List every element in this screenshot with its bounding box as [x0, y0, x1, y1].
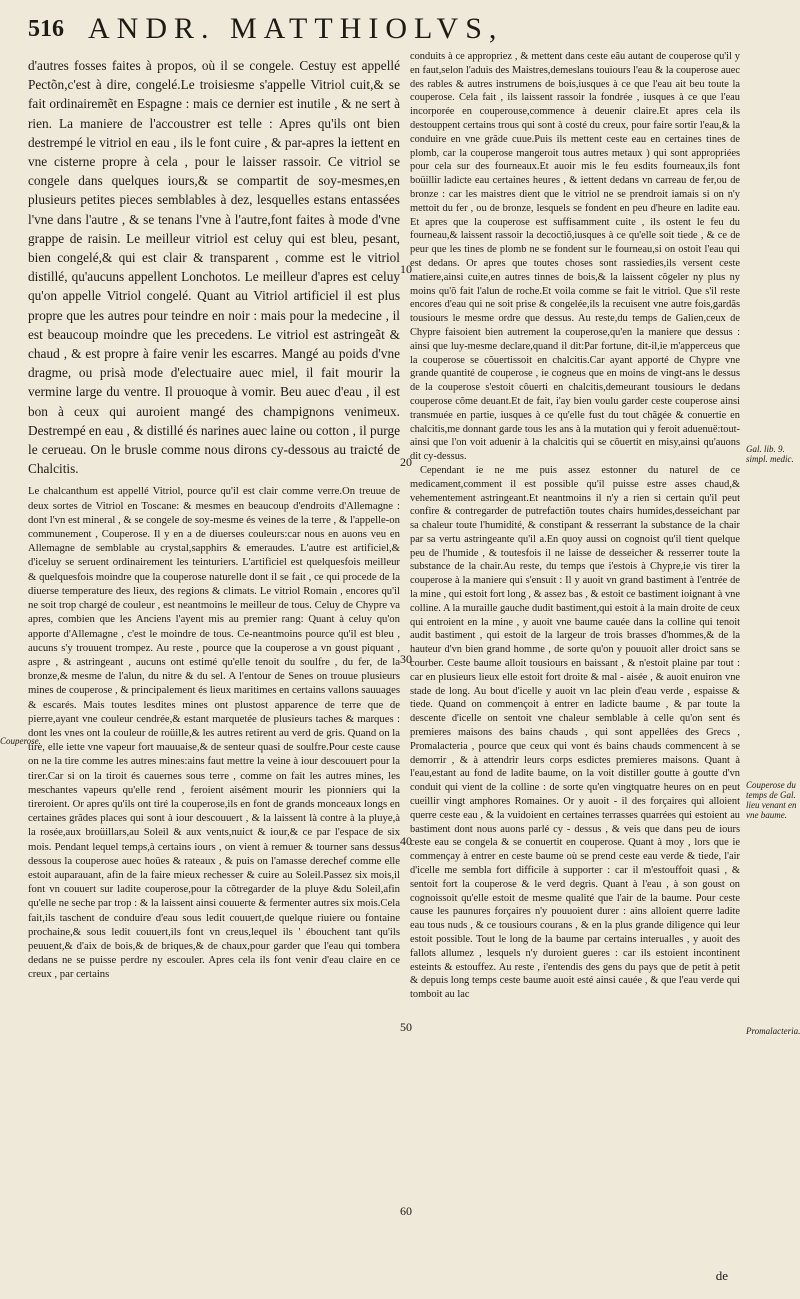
right-paragraph-1: conduits à ce appropriez , & mettent dans ceste eãu autant de couperose qu'il y en faut,selon l'aduis des Maistres,demeslans touiours l'eau & la couperose auec des rables & autres instrumens de bois,iusques à ce que l'eau ait beu toute la couperose. Cela fait , ils laissent rassoir la fondrée , iusques à ce que l'eau incorporée en couperouse,commence à deuenir claire.Et apres cela ils destouppent certains trous qui sont à costé du creux, pour faire sortir l'eau,& la conduire en vne grãde cuue.Puis ils mettent ceste eau en certaines tines de plomb, car la couperose mangeroit tous autres metaux ) qui sont appropriées pour cela sur des fourneaux.Et auoir mis le feu esdits fourneaux,ils font boüillir ladicte eau certaines heures , & iettent dedans vn carreau de fer,ou de bronze : car les maistres dient que le vitriol ne se prendroit iamais si on n'y mettoit du fer , ou de bronze, lesquels se fondent en peu d'heure en ladite eau. Et apres que la couperose est suffisamment cuite , ils ostent le feu du fourneau,& laissent rassoir la decoctiõ,iusques à ce qu'elle soit tiede , & ce de peur que les tines de plomb ne se fondent sur le fourneau,si on ostoit l'eau qui est dedans. Or apres que toutes choses sont rassiedies,ils versent ceste matiere,ainsi cuite,en autres tinnes de bois,& la laissent cõgeler ny plus ny moins qu'õ fait l'alun de roche.Et voila comme se fait le vitriol. Que s'il reste encores d'eau qui ne soit prise & congelée,ils la recuisent vne autre fois,gardãs tousiours le mesme ordre que dessus. Au reste,du temps de Galien,ceux de Chypre faisoient bien autrement la couperose,qu'en la maniere que dessus : ainsi que luy-mesme declare,quand il dit:Par fortune, dit-il,ie m'apperceus que la couperose se cõuertissoit en chalcitis.Car ayant apporté de Chypre vne grande quantité de couperose , ie cogneus que en moins de vingt-ans le dessus de la couperose s'estoit côuerti en chalcitis,demeurant tousiours le dedans couperose cõme deuant.Et de fait, i'ay bien voulu garder ceste couperose ainsi transmuée en partie, iusques à ce qu'elle fust du tout chãgée & conuertie en chalcitis,me donnant garde tous les ans à la mutation qui y feroit aduenuë:tout-ainsi que l'on voit aduenir à la chalcitis qui se cõuertit en misy,ainsi qu'auons dit cy-dessus.	[410, 51, 740, 463]
line-number-60: 60	[400, 1204, 412, 1218]
line-number-30: 30	[400, 652, 412, 666]
page-number: 516	[28, 16, 64, 42]
commentary-paragraph: Le chalcanthum est appellé Vitriol, pource qu'il est clair comme verre.On treuue de deux sortes de Vitriol en Toscane: & mesmes en beaucoup d'endroits d'Allemagne : dont l'vn est mineral , & se congele de soy-mesme és veines de la terre , & l'appelle-on communement , Couperose. Il y en a de diuerses couleurs:car nous en auons veu en Allemagne de semblable au crystal,sapphirs & emeraudes. L'autre est artificiel,& d'iceluy se seruent ordinairement les teinturiers. L'artificiel est quelquesfois meilleur & quelquesfois moindre que la couperose naturelle dont il se fait , ce qui procede de la diuerse temperature des lieux, des regions & climats. Le vitriol Romain , encores qu'il ne soit trop chargé de couleur , est neantmoins le meilleur de tous. Celuy de Chypre va apres, combien que les Anciens l'ayent mis au premier rang: Quant à celuy qu'on apporte d'Allemagne , c'est le moindre de tous. Ce-neantmoins pource qu'il est bleu , aucuns s'y trouuent trompez. Au reste , pource que la couperose a vn goust piquant , aspre , & astringeant , aucuns ont estimé qu'elle tenoit du soulfre , du fer, de la bronze,& mesme de l'alun, du nitre & du sel. A l'entour de Senes on trouue plusieurs mines de couperose , & principalement és lieux maritimes en certains vallons sauuages & escarés. Mais toutes lesdites mines ont plustost apparence de terre que de pierre,ayant vne couleur cendrée,& estant marquetée de plusieurs taches & marques : dont les vnes ont la couleur de roüille,& les autres retirent au verd de gris. Quand on la tire, elle iette vne vapeur fort mauuaise,& de senteur quasi de soulfre.Pour ceste cause on ne la tire comme les autres mines:ains faut mettre la veine à iour descouuert pour la tirer.Car si on la tiroit és cauernes sous terre , comme on fait les autres mines, les meschantes vapeurs qu'elle rend , feroient aisément mourir les pionniers qui la tireroient. Or apres qu'ils ont tiré la couperose,ils en font de grands monceaux longs en certaines grãdes places qui sont à iour descouuert , & la laissent là contre à la pluye,à la rosée,aux broüillars,au Soleil & aux vents,nuict & iour,& ce par l'espace de six mois. Pendant lequel temps,à certains iours , on vient à remuer & tourner sans dessus dessous la couperose auec hoües & rateaux , & puis on l'amasse derechef comme elle estoit auparauant, afin de la faire mieux rechesser & cuire au Soleil.Passez six mois,il font vn couuert sur ladite couperose,pour la cõtregarder de la pluye &du Soleil,afin qu'elle ne seche par trop : & la laissent ainsi couuerte & fermenter autres six mois.Cela fait,ils taschent de conduire d'eau sous ledit couuert,de quelque riuiere ou fontaine prochaine,& sous ledit couuert,ils font vn creus,lequel ils ' ébouchent tant qu'ils peuuent,& d'aix de bois,& de briques,& de chaux,pour garder que l'eau qui tombera dedans ne se puisse perdre ny escouler. Apres cela ils font venir d'eau claire en ce creux , par certains	[28, 485, 400, 981]
margin-note-couperose: Couperose.	[0, 736, 41, 746]
right-column	[410, 50, 740, 1002]
margin-note-promalacteria: Promalacteria.	[746, 1026, 800, 1036]
right-paragraph-2: Cependant ie ne me puis assez estonner du naturel de ce medicament,comment il est possible qu'il puisse estre asses chaud,& vehementement astringeant.Et neantmoins il n'y a rien si certain qu'il peut confire & contregarder de putrefactiõn toutes chairs humides,desseichant par sa chaleur toute l'humidité, & constipant & resserrant la substance de la chair par sa vertu astringeante qu'il a.En quoy aussi on cognoist qu'il tient quelque peu de l'humide , & toutesfois il ne laisse de desseicher & resserrer toute la substance de la chair.Au reste, du temps que i'estois à Chypre,ie vis tirer la couperose à la maniere qui s'ensuit : Il y auoit vn grand bastiment à l'entrée de la mine , qui estoit fort long , & assez bas , & estoit ce bastiment ioignant à vne colline. A la muraille gauche dudit bastiment,qui estoit à la main droite de ceux qui entroient en la mine , y auoit vne baume cauée dans la colline qui tenoit audit bastiment , qui estoit de la largeur de trois brasses d'hommes,& de la hauteur d'vn bien grand homme , de sorte qu'on y pouuoit aller droict sans se courber. Ceste baume alloit tousiours en baissant , & n'estoit plaine par tout : car en plusieurs lieux elle estoit fort droite & mal - aisée , & auoit enuiron vne stade de long. Au bout d'icelle y auoit vn lac plein d'eau verde , espaisse & tiede. Quand on commençoit à entrer en ladicte baume , & par toute la descente d'icelle on sentoit vne chaleur semblable à celle qu'on sent és premieres maisons des bains chauds , qui sont appellées des Grecs , Promalacteria , pource que ceux qui vont és bains chauds commencent à se demorrir , & à attendrir leurs corps esdictes premieres maisons. Quant à l'eau,estant au fond de ladite baume, on la voit distiller goutte à goutte d'vn conduit qui vient de la colline : de sorte qu'en vingtquatre heures on en peut cueillir vingt amphores Romaines. Or y auoit - il des forçaires qui alloient querre ceste eau , & la vuidoient en certaines terrasses quarrées qui estoient au bastiment dont nous auons parlé cy - dessus , & veis que dans peu de iours ceste eau se congela & se conuertit en couperose. Quant à moy , lors que ie commençay à entrer en ceste baume où se prend ceste eau verde & tiede, l'air d'icelle me sembla fort difficile à supporter : car il m'estouffoit quasi , & sentoit fort la couperose & le verd degris. Quant à l'eau , à son goust on cognoissoit qu'elle estoit de mesme qualité que l'air de la baume. Pour ceste cause les paunures forçaires n'y pouuoient durer : ains alloient querre ladite eau tous nuds , & ce tousiours courans , & en la plus grande diligence qui leur estoit possible. Tout le long de la baume par certains interualles , y auoit des fallots allumez , lesquels n'y duroient gueres : car ils estoient incontinent esteints & estouffez. Au reste , i'entendis des gens du pays que de petit à petit & depuis long temps ceste baume auoit esté ainsi cauée , & que l'eau verde qui tomboit au lac	[410, 464, 740, 1001]
commentary-text	[28, 484, 400, 981]
line-number-20: 20	[400, 455, 412, 469]
line-number-40: 40	[400, 834, 412, 848]
line-number-50: 50	[400, 1020, 412, 1034]
catchword: de	[715, 1268, 728, 1283]
margin-note-galien: Gal. lib. 9. simpl. medic.	[746, 444, 794, 464]
lead-paragraph: d'autres fosses faites à propos, où il se congele. Cestuy est appellé Pectõn,c'est à dire, congelé.Le troisiesme s'appelle Vitriol cuit,& se fait ordinairemẽt en Espagne : mais ce dernier est inutile , & ne sert à rien. La maniere de l'accoustrer est telle : Apres qu'ils ont bien destrempé le vitriol en eau , ils le font cuire , & par-apres la iettent en vne cisterne propre à cela , pour le laisser rassoir. Ce vitriol se congele dans quelques iours,& se compartit de soy-mesmes,en plusieurs petites pieces semblables à dez, lesquelles estans entassées l'vne dans l'autre , & se tenans l'vne à l'autre,font faites à mode d'vne grappe de raisin. Le meilleur vitriol est celuy qui est bleu, pesant, bien congelé,& qui est clair & transparent , comme est le vitriol distillé, qu'aucuns appellent Lonchotos. Le meilleur d'apres est celuy qu'on appelle Vitriol congelé. Quant au Vitriol artificiel il est plus propre que les autres pour teindre en noir : mais pour la medecine , il est beaucoup moindre que les precedens. Le vitriol est astringeãt & chaud , & est propre à faire venir les escarres. Mangé au poids d'vne dragme, ou prisà mode d'electuaire auec miel, il fait mourir la vermine large du ventre. Il prouoque à vomir. Beu auec d'eau , il est bon à ceux qui auroient mangé des champignons venimeux. Destrempé en eau , & distillé és narines auec laine ou cotton , il purge le cerueau. On le brusle comme nous dirons cy-dessous au traicté de Chalcitis.	[28, 58, 400, 477]
left-column	[28, 56, 400, 982]
running-head: ANDR. MATTHIOLVS,	[88, 12, 504, 45]
lead-text	[28, 56, 400, 478]
margin-note-couperose-temps: Couperose du temps de Gal. lieu venant en vne baume.	[746, 780, 797, 820]
line-number-10: 10	[400, 262, 412, 276]
